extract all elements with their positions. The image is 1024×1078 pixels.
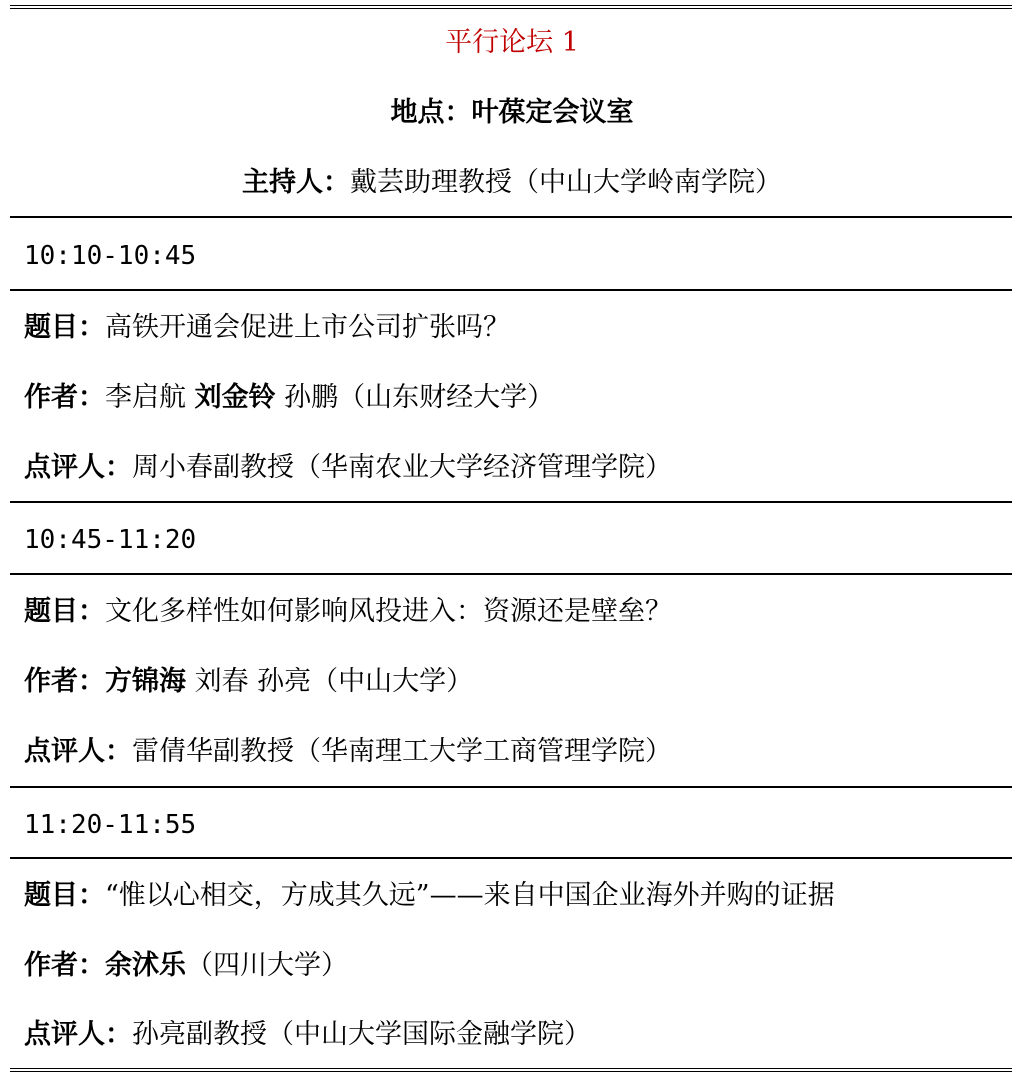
topic-text: 文化多样性如何影响风投进入：资源还是壁垒？ [105,596,672,627]
authors-label: 作者： [24,382,105,413]
host-label: 主持人： [242,167,350,198]
session-topic [24,878,835,914]
topic-label: 题目： [24,596,105,627]
reviewer-label: 点评人： [24,736,132,767]
topic-text: 高铁开通会促进上市公司扩张吗？ [105,312,510,343]
session-time: 10:10-10:45 [24,241,197,271]
section-rule [10,289,1012,291]
forum-title: 平行论坛 1 [445,27,579,58]
reviewer-label: 点评人： [24,1019,132,1050]
author-name: 刘春 孙亮（中山大学） [186,666,474,697]
bottom-double-rule [10,1068,1012,1072]
section-rule [10,501,1012,503]
topic-text: “惟以心相交，方成其久远”——来自中国企业海外并购的证据 [105,880,835,911]
session-reviewer [24,1017,591,1053]
section-rule [10,786,1012,788]
authors-label: 作者： [24,950,105,981]
session-topic [24,310,510,346]
author-name: 孙鹏（山东财经大学） [275,382,555,413]
author-name: 李启航 [105,382,195,413]
author-name: 余沭乐 [105,950,186,981]
location-value: 叶葆定会议室 [471,97,634,128]
location-line [0,95,1024,131]
location-label: 地点： [390,97,472,128]
session-authors [24,664,473,700]
section-rule [10,216,1012,218]
section-rule [10,573,1012,575]
topic-label: 题目： [24,880,105,911]
author-name: 刘金铃 [194,382,276,413]
host-value: 戴芸助理教授（中山大学岭南学院） [350,167,782,198]
section-rule [10,857,1012,859]
authors-label: 作者： [24,666,105,697]
session-authors [24,380,554,416]
top-double-rule [10,5,1012,9]
author-name: 方锦海 [105,666,186,697]
host-line [0,165,1024,201]
reviewer-text: 孙亮副教授（中山大学国际金融学院） [132,1019,591,1050]
session-authors [24,948,348,984]
session-time: 11:20-11:55 [24,810,197,840]
session-reviewer [24,734,672,770]
session-reviewer [24,450,672,486]
author-name: （四川大学） [186,950,348,981]
reviewer-label: 点评人： [24,452,132,483]
topic-label: 题目： [24,312,105,343]
reviewer-text: 雷倩华副教授（华南理工大学工商管理学院） [132,736,672,767]
session-topic [24,594,672,630]
reviewer-text: 周小春副教授（华南农业大学经济管理学院） [132,452,672,483]
session-time: 10:45-11:20 [24,525,197,555]
